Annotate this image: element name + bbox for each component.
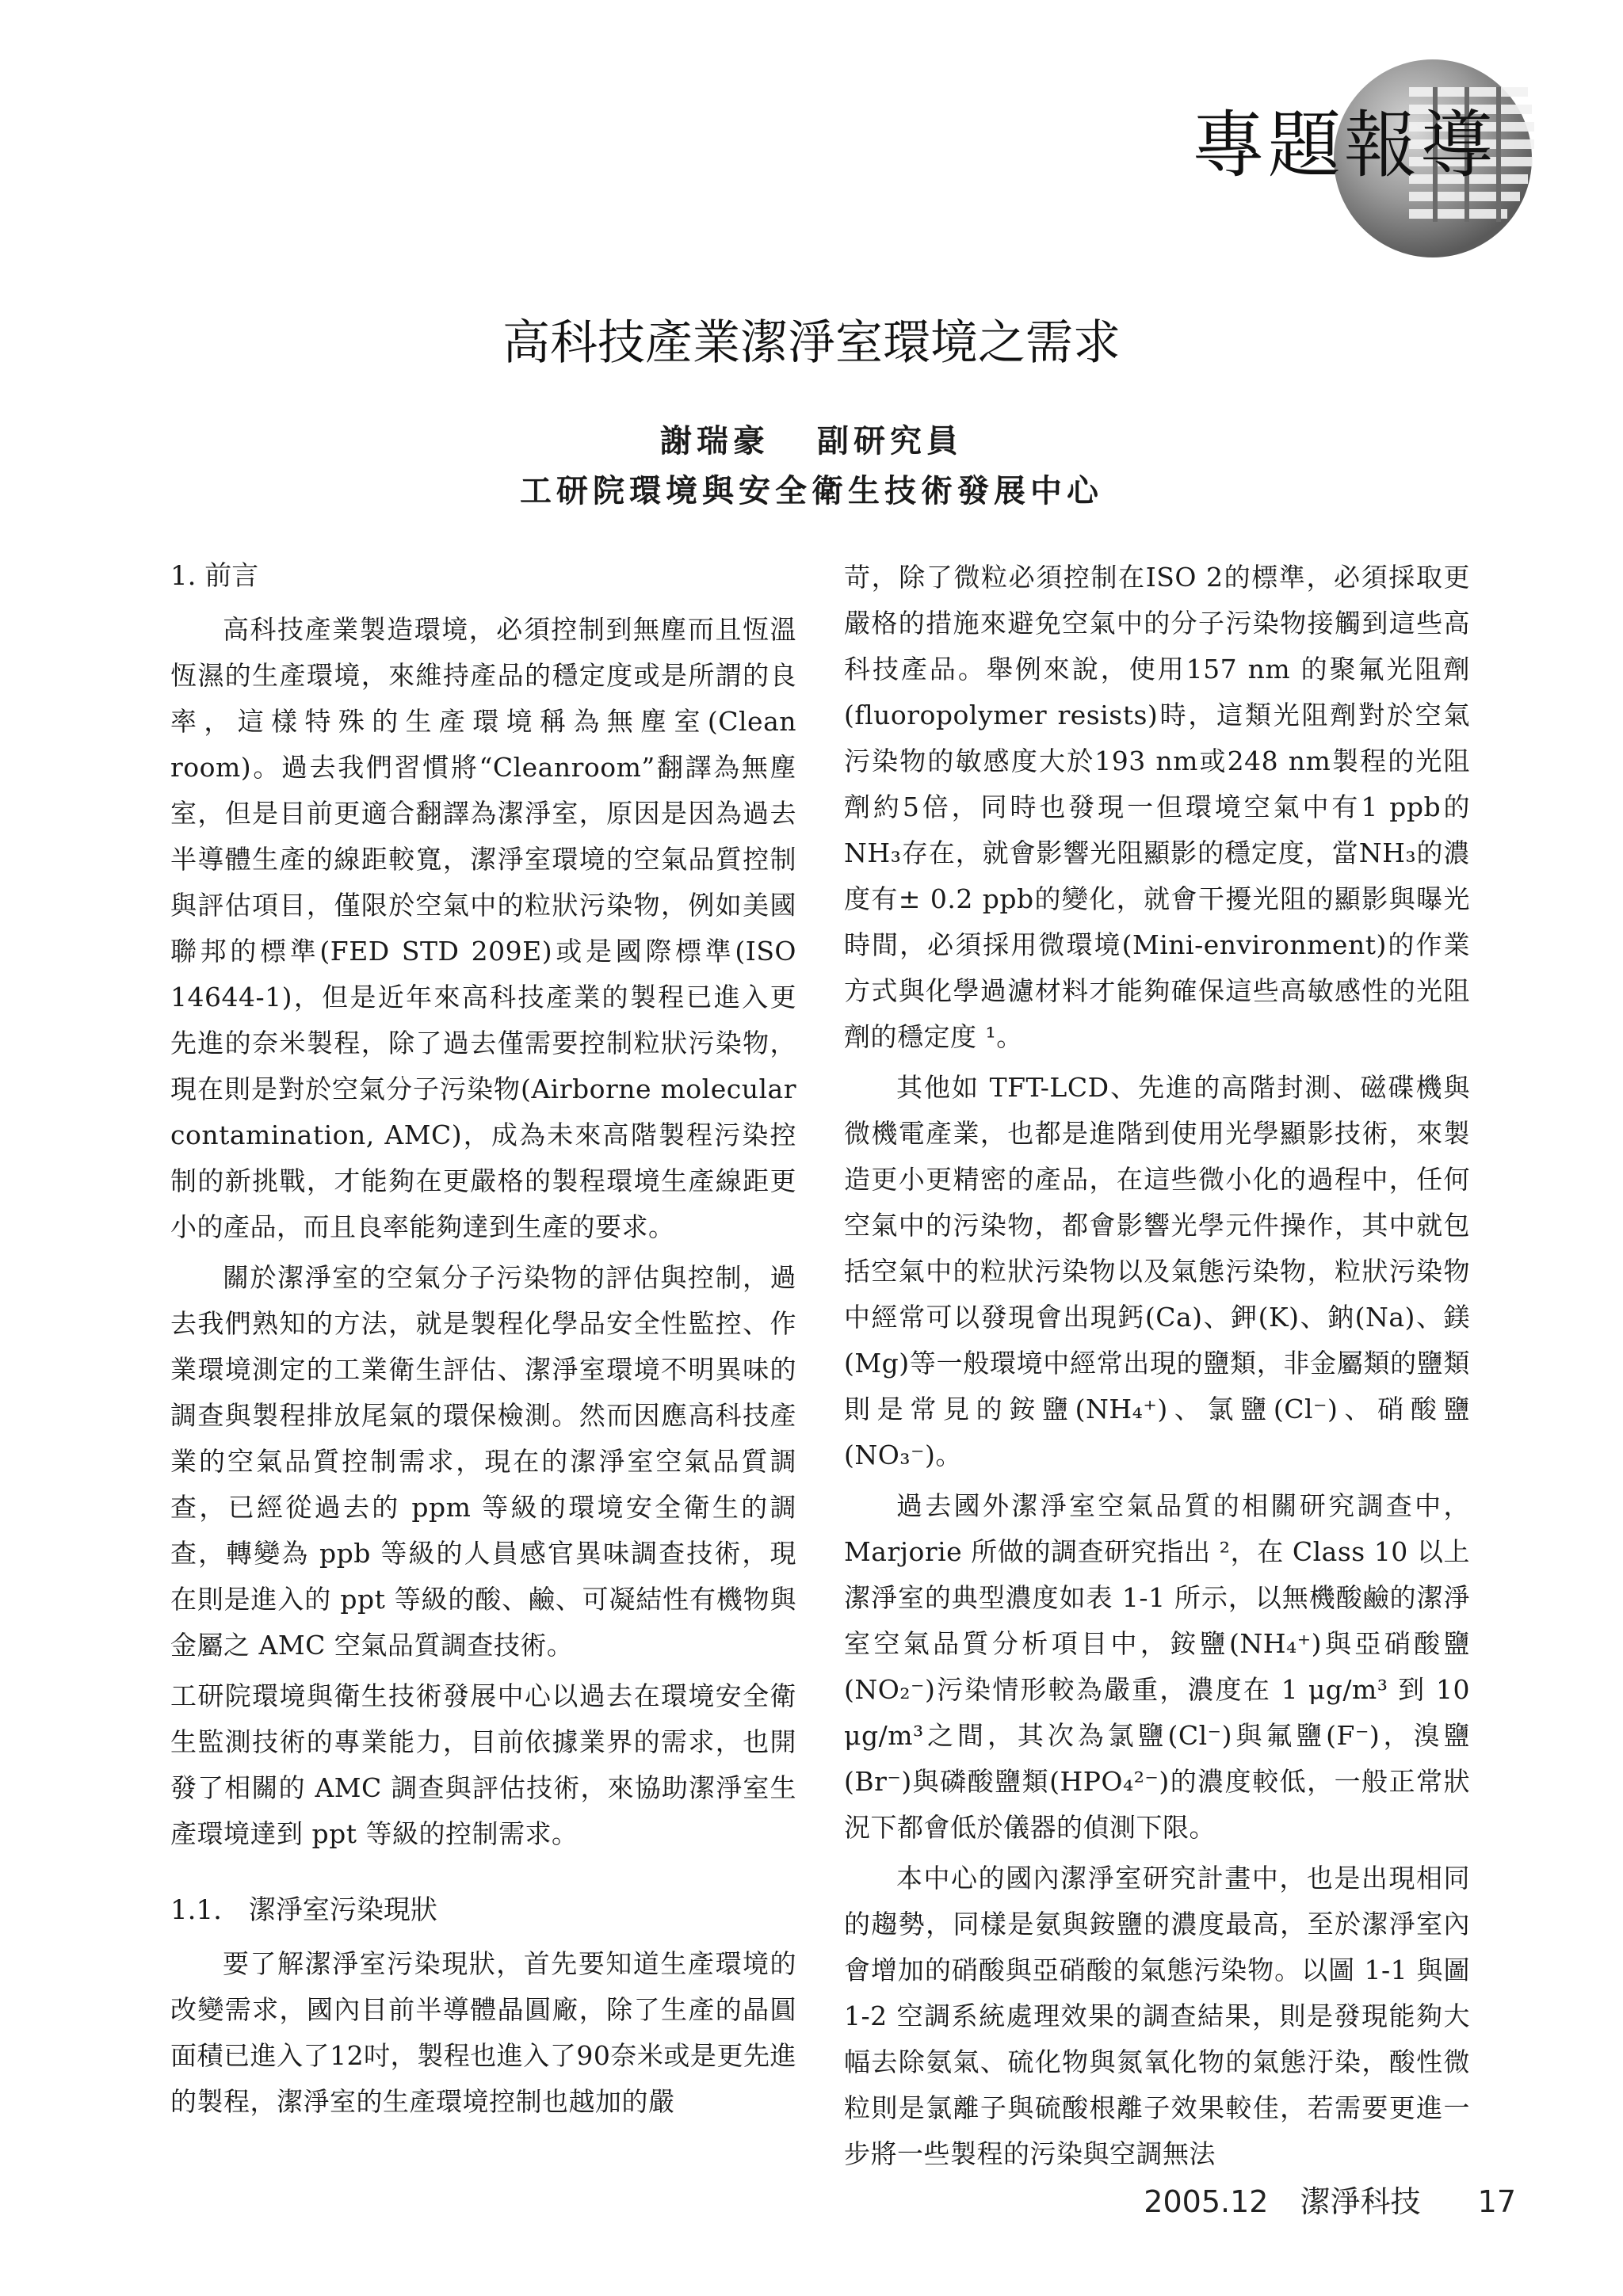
right-column [844, 555, 1470, 2182]
author-affiliation: 工研院環境與安全衛生技術發展中心 [520, 472, 1103, 509]
body-paragraph: 工研院環境與衛生技術發展中心以過去在環境安全衛生監測技術的專業能力，目前依據業界的需求，也開發了相關的 AMC 調查與評估技術，來協助潔淨室生產環境達到 ppt 等級的控制需求。 [170, 1680, 796, 1849]
page-number: 17 [1477, 2184, 1516, 2219]
body-paragraph: 高科技產業製造環境，必須控制到無塵而且恆溫恆濕的生產環境，來維持產品的穩定度或是所謂的良率，這樣特殊的生產環境稱為無塵室(Clean room)。過去我們習慣將“Cleanroom”翻譯為無塵室，但是目前更適合翻譯為潔淨室，原因是因為過去半導體生產的線距較寬，潔淨室環境的空氣品質控制與評估項目，僅限於空氣中的粒狀污染物，例如美國聯邦的標準(FED STD 209E)或是國際標準(ISO 14644-1)，但是近年來高科技產業的製程已進入更先進的奈米製程，除了過去僅需要控制粒狀污染物，現在則是對於空氣分子污染物(Airborne molecular contamination, AMC)，成為未來高階製程污染控制的新挑戰，才能夠在更嚴格的製程環境生產線距更小的產品，而且良率能夠達到生產的要求。 [170, 614, 796, 1242]
section-heading-introduction: 1. 前言 [170, 560, 259, 592]
page-footer [1121, 2177, 1516, 2221]
body-paragraph: 關於潔淨室的空氣分子污染物的評估與控制，過去我們熟知的方法，就是製程化學品安全性監控、作業環境測定的工業衛生評估、潔淨室環境不明異味的調查與製程排放尾氣的環保檢測。然而因應高科技產業的空氣品質控制需求，現在的潔淨室空氣品質調查，已經從過去的 ppm 等級的環境安全衛生的調查，轉變為 ppb 等級的人員感官異味調查技術，現在則是進入的 ppt 等級的酸、鹼、可凝結性有機物與金屬之 AMC 空氣品質調查技術。 [170, 1262, 796, 1661]
author-name: 謝瑞豪 [660, 422, 770, 460]
section-heading-contamination-status: 1.1. 潔淨室污染現狀 [170, 1894, 437, 1926]
left-column [170, 555, 796, 2130]
section-label: 專題報導 [1191, 103, 1496, 188]
issue-date: 2005.12 [1144, 2184, 1269, 2219]
body-paragraph: 其他如 TFT-LCD、先進的高階封測、磁碟機與微機電產業，也都是進階到使用光學顯影技術，來製造更小更精密的產品，在這些微小化的過程中，任何空氣中的污染物，都會影響光學元件操作，其中就包括空氣中的粒狀污染物以及氣態污染物，粒狀污染物中經常可以發現會出現鈣(Ca)、鉀(K)、鈉(Na)、鎂(Mg)等一般環境中經常出現的鹽類，非金屬類的鹽類則是常見的銨鹽(NH₄⁺)、氯鹽(Cl⁻)、硝酸鹽(NO₃⁻)。 [844, 1072, 1470, 1470]
author-line [0, 416, 1623, 461]
author-position: 副研究員 [816, 422, 963, 460]
body-paragraph: 本中心的國內潔淨室研究計畫中，也是出現相同的趨勢，同樣是氨與銨鹽的濃度最高，至於潔淨室內會增加的硝酸與亞硝酸的氣態污染物。以圖 1-1 與圖 1-2 空調系統處理效果的調查結果，則是發現能夠大幅去除氨氣、硫化物與氮氧化物的氣態汙染，酸性微粒則是氯離子與硫酸根離子效果較佳，若需要更進一步將一些製程的污染與空調無法 [844, 1863, 1470, 2169]
body-paragraph: 過去國外潔淨室空氣品質的相關研究調查中，Marjorie 所做的調查研究指出 ²，在 Class 10 以上潔淨室的典型濃度如表 1-1 所示，以無機酸鹼的潔淨室空氣品質分析項目中，銨鹽(NH₄⁺)與亞硝酸鹽(NO₂⁻)污染情形較為嚴重，濃度在 1 μg/m³ 到 10 μg/m³之間，其次為氯鹽(Cl⁻)與氟鹽(F⁻)，溴鹽(Br⁻)與磷酸鹽類(HPO₄²⁻)的濃度較低，一般正常狀況下都會低於儀器的偵測下限。 [844, 1490, 1470, 1843]
article-title: 高科技產業潔淨室環境之需求 [502, 315, 1121, 371]
journal-name: 潔淨科技 [1300, 2184, 1421, 2219]
body-paragraph: 要了解潔淨室污染現狀，首先要知道生產環境的改變需求，國內目前半導體晶圓廠，除了生產的晶圓面積已進入了12吋，製程也進入了90奈米或是更先進的製程，潔淨室的生產環境控制也越加的嚴 [170, 1948, 796, 2117]
body-paragraph: 苛，除了微粒必須控制在ISO 2的標準，必須採取更嚴格的措施來避免空氣中的分子污染物接觸到這些高科技產品。舉例來說，使用157 nm 的聚氟光阻劑(fluoropolymer resists)時，這類光阻劑對於空氣污染物的敏感度大於193 nm或248 nm製程的光阻劑約5倍，同時也發現一但環境空氣中有1 ppb的NH₃存在，就會影響光阻顯影的穩定度，當NH₃的濃度有± 0.2 ppb的變化，就會干擾光阻的顯影與曝光時間，必須採用微環境(Mini-environment)的作業方式與化學過濾材料才能夠確保這些高敏感性的光阻劑的穩定度 ¹。 [844, 562, 1470, 1052]
